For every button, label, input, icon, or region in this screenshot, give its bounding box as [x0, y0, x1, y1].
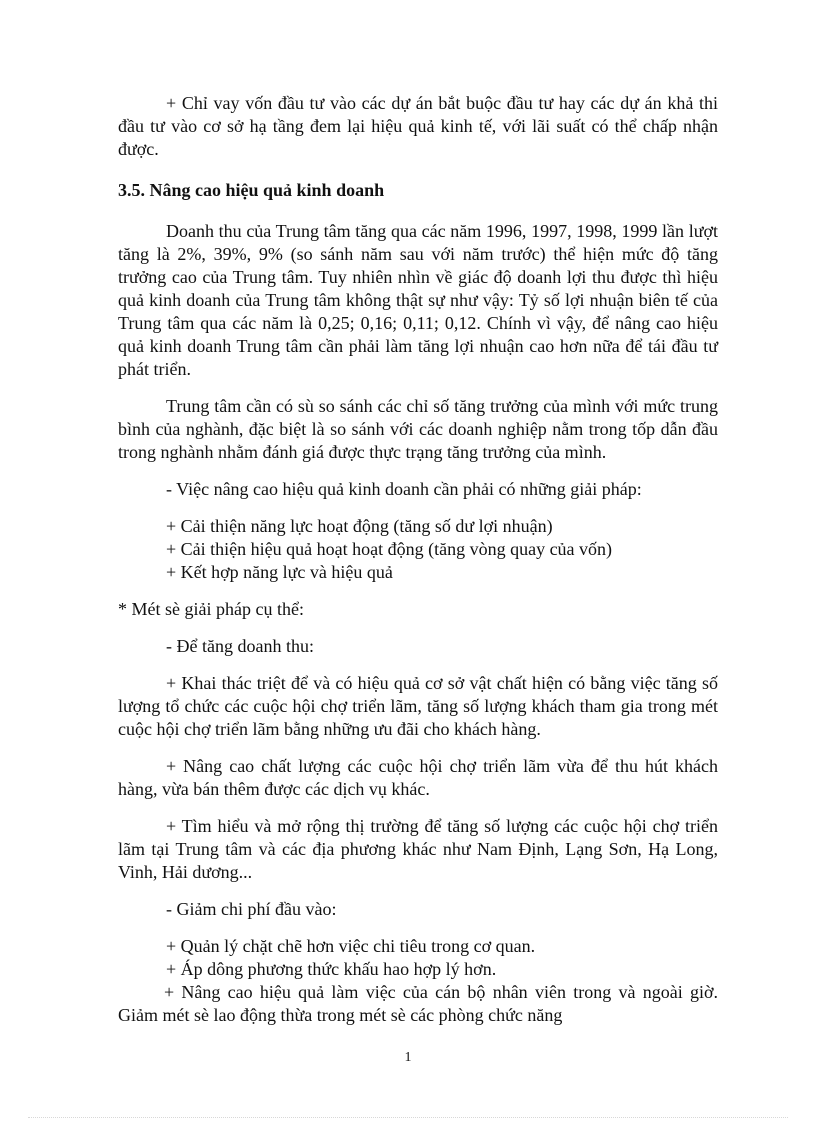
- list-item: + Cải thiện hiệu quả hoạt hoạt động (tăng vòng quay của vốn): [166, 539, 613, 559]
- list-item: + Cải thiện năng lực hoạt động (tăng số dư lợi nhuận): [166, 516, 553, 536]
- cost-list: [118, 935, 718, 1027]
- page-content: [118, 92, 718, 1027]
- list-item: + Kết hợp năng lực và hiệu quả: [166, 562, 393, 582]
- paragraph-solutions-intro: - Việc nâng cao hiệu quả kinh doanh cần phải có những giải pháp:: [166, 479, 642, 499]
- paragraph-market: + Tìm hiểu và mở rộng thị trường để tăng số lượng các cuộc hội chợ triển lãm tại Trung tâm và các địa phương khác như Nam Định, Lạng Sơn, Hạ Long, Vinh, Hải dương...: [118, 816, 718, 882]
- paragraph-reduce-costs: - Giảm chi phí đầu vào:: [166, 899, 337, 919]
- paragraph-comparison: Trung tâm cần có sù so sánh các chỉ số tăng trưởng của mình với mức trung bình của nghành, đặc biệt là so sánh với các doanh nghiệp nằm trong tốp dẫn đầu trong nghành nhằm đánh giá được thực trạng tăng trưởng của mình.: [118, 396, 718, 462]
- page-number: 1: [404, 1050, 412, 1065]
- paragraph-loan-policy: + Chỉ vay vốn đầu tư vào các dự án bắt buộc đầu tư hay các dự án khả thi đầu tư vào cơ sở hạ tầng đem lại hiệu quả kinh tế, với lãi suất có thể chấp nhận được.: [118, 93, 718, 159]
- paragraph-exploit-facilities: + Khai thác triệt để và có hiệu quả cơ sở vật chất hiện có bằng việc tăng số lượng tổ chức các cuộc hội chợ triển lãm, tăng số lượng khách tham gia trong mét cuộc hội chợ triển lãm bằng những ưu đãi cho khách hàng.: [118, 673, 718, 739]
- list-item: + Quản lý chặt chẽ hơn việc chi tiêu trong cơ quan.: [166, 936, 536, 956]
- paragraph-revenue: Doanh thu của Trung tâm tăng qua các năm 1996, 1997, 1998, 1999 lần lượt tăng là 2%, 39%, 9% (so sánh năm sau với năm trước) thể hiện mức độ tăng trưởng cao của Trung tâm. Tuy nhiên nhìn về giác độ doanh lợi thu được thì hiệu quả kinh doanh của Trung tâm không thật sự như vậy: Tỷ số lợi nhuận biên tế của Trung tâm qua các năm là 0,25; 0,16; 0,11; 0,12. Chính vì vậy, để nâng cao hiệu quả kinh doanh Trung tâm cần phải làm tăng lợi nhuận cao hơn nữa để tái đầu tư phát triển.: [118, 221, 718, 379]
- page-bottom-rule: [28, 1117, 788, 1118]
- solutions-list: [118, 515, 718, 584]
- paragraph-specific-solutions: * Mét sè giải pháp cụ thể:: [118, 599, 304, 619]
- list-item: + Áp dông phương thức khấu hao hợp lý hơn.: [166, 959, 497, 979]
- section-heading: 3.5. Nâng cao hiệu quả kinh doanh: [118, 180, 385, 200]
- paragraph-increase-revenue: - Để tăng doanh thu:: [166, 636, 314, 656]
- paragraph-quality: + Nâng cao chất lượng các cuộc hội chợ triển lãm vừa để thu hút khách hàng, vừa bán thêm được các dịch vụ khác.: [118, 756, 718, 799]
- list-item: + Nâng cao hiệu quả làm việc của cán bộ nhân viên trong và ngoài giờ. Giảm mét sè lao động thừa trong mét sè các phòng chức năng: [118, 982, 718, 1025]
